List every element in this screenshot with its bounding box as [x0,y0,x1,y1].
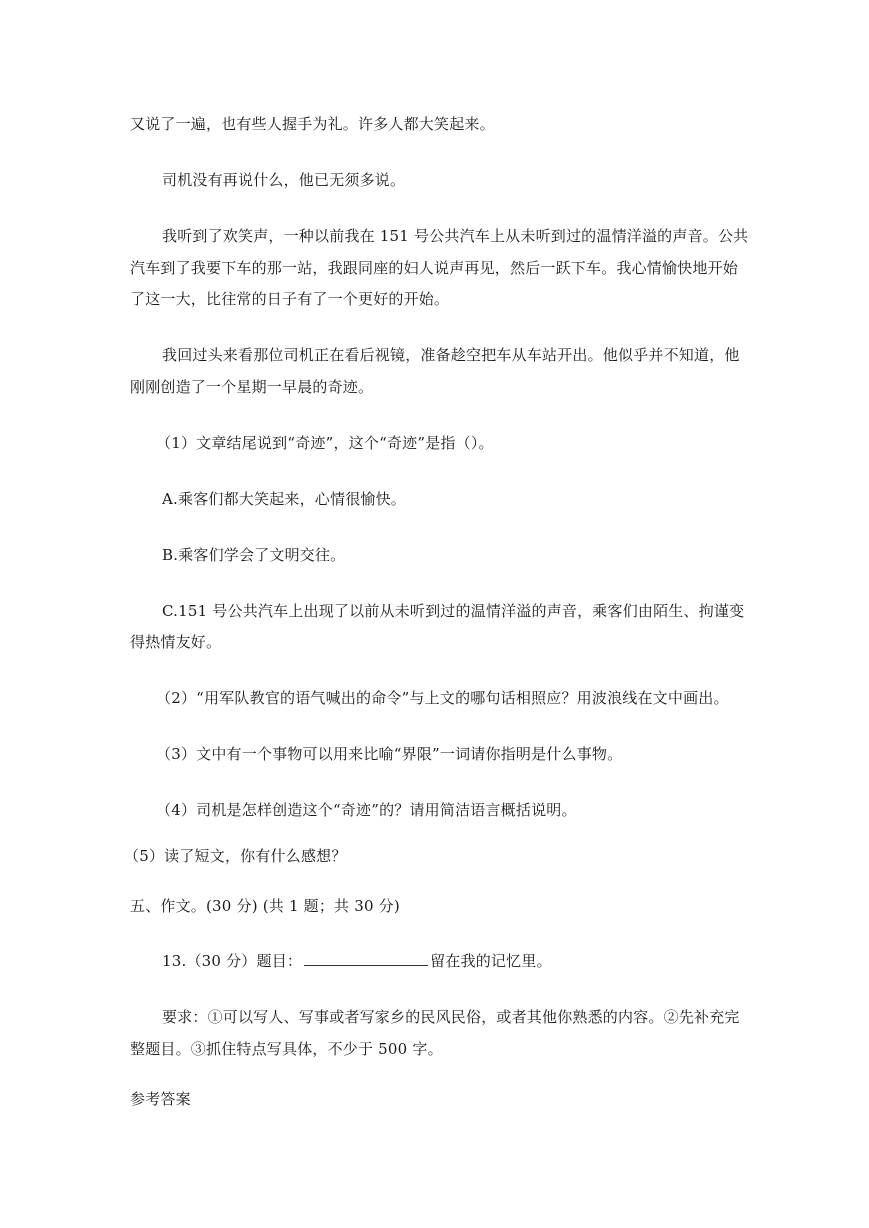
option-c-continued: 得热情友好。 [130,633,222,651]
answers-heading: 参考答案 [130,1090,191,1108]
passage-line: 了这一大，比往常的日子有了一个更好的开始。 [130,290,450,308]
passage-line: 汽车到了我要下车的那一站，我跟同座的妇人说声再见，然后一跃下车。我心情愉快地开始 [130,259,739,277]
question-13-suffix: 留在我的记忆里。 [430,952,552,970]
passage-line: 我听到了欢笑声，一种以前我在 151 号公共汽车上从未听到过的温情洋溢的声音。公共 [162,227,749,245]
question-4: （4）司机是怎样创造这个“奇迹”的？请用简洁语言概括说明。 [156,801,577,819]
requirements-line: 整题目。③抓住特点写具体，不少于 500 字。 [130,1040,443,1058]
option-a: A.乘客们都大笑起来，心情很愉快。 [162,490,407,508]
question-13 [162,951,552,971]
passage-line: 司机没有再说什么，他已无须多说。 [162,171,406,189]
question-2: （2）“用军队教官的语气喊出的命令”与上文的哪句话相照应？用波浪线在文中画出。 [156,689,729,707]
option-b: B.乘客们学会了文明交往。 [162,546,346,564]
question-3: （3）文中有一个事物可以用来比喻“界限”一词请你指明是什么事物。 [156,745,623,763]
question-13-prefix: 13.（30 分）题目： [162,952,303,970]
title-blank [304,951,428,966]
passage-line: 我回过头来看那位司机正在看后视镜，准备趁空把车从车站开出。他似乎并不知道，他 [162,346,740,364]
question-1: （1）文章结尾说到“奇迹”，这个“奇迹”是指（）。 [156,434,494,452]
question-5: （5）读了短文，你有什么感想？ [124,847,347,865]
option-c: C.151 号公共汽车上出现了以前从未听到过的温情洋溢的声音，乘客们由陌生、拘谨变 [162,602,745,620]
section-heading: 五、作文。(30 分) (共 1 题；共 30 分) [130,897,400,915]
passage-line: 又说了一遍，也有些人握手为礼。许多人都大笑起来。 [130,115,495,133]
requirements-line: 要求：①可以写人、写事或者写家乡的民风民俗，或者其他你熟悉的内容。②先补充完 [162,1008,740,1026]
passage-line: 刚刚创造了一个星期一早晨的奇迹。 [130,378,374,396]
